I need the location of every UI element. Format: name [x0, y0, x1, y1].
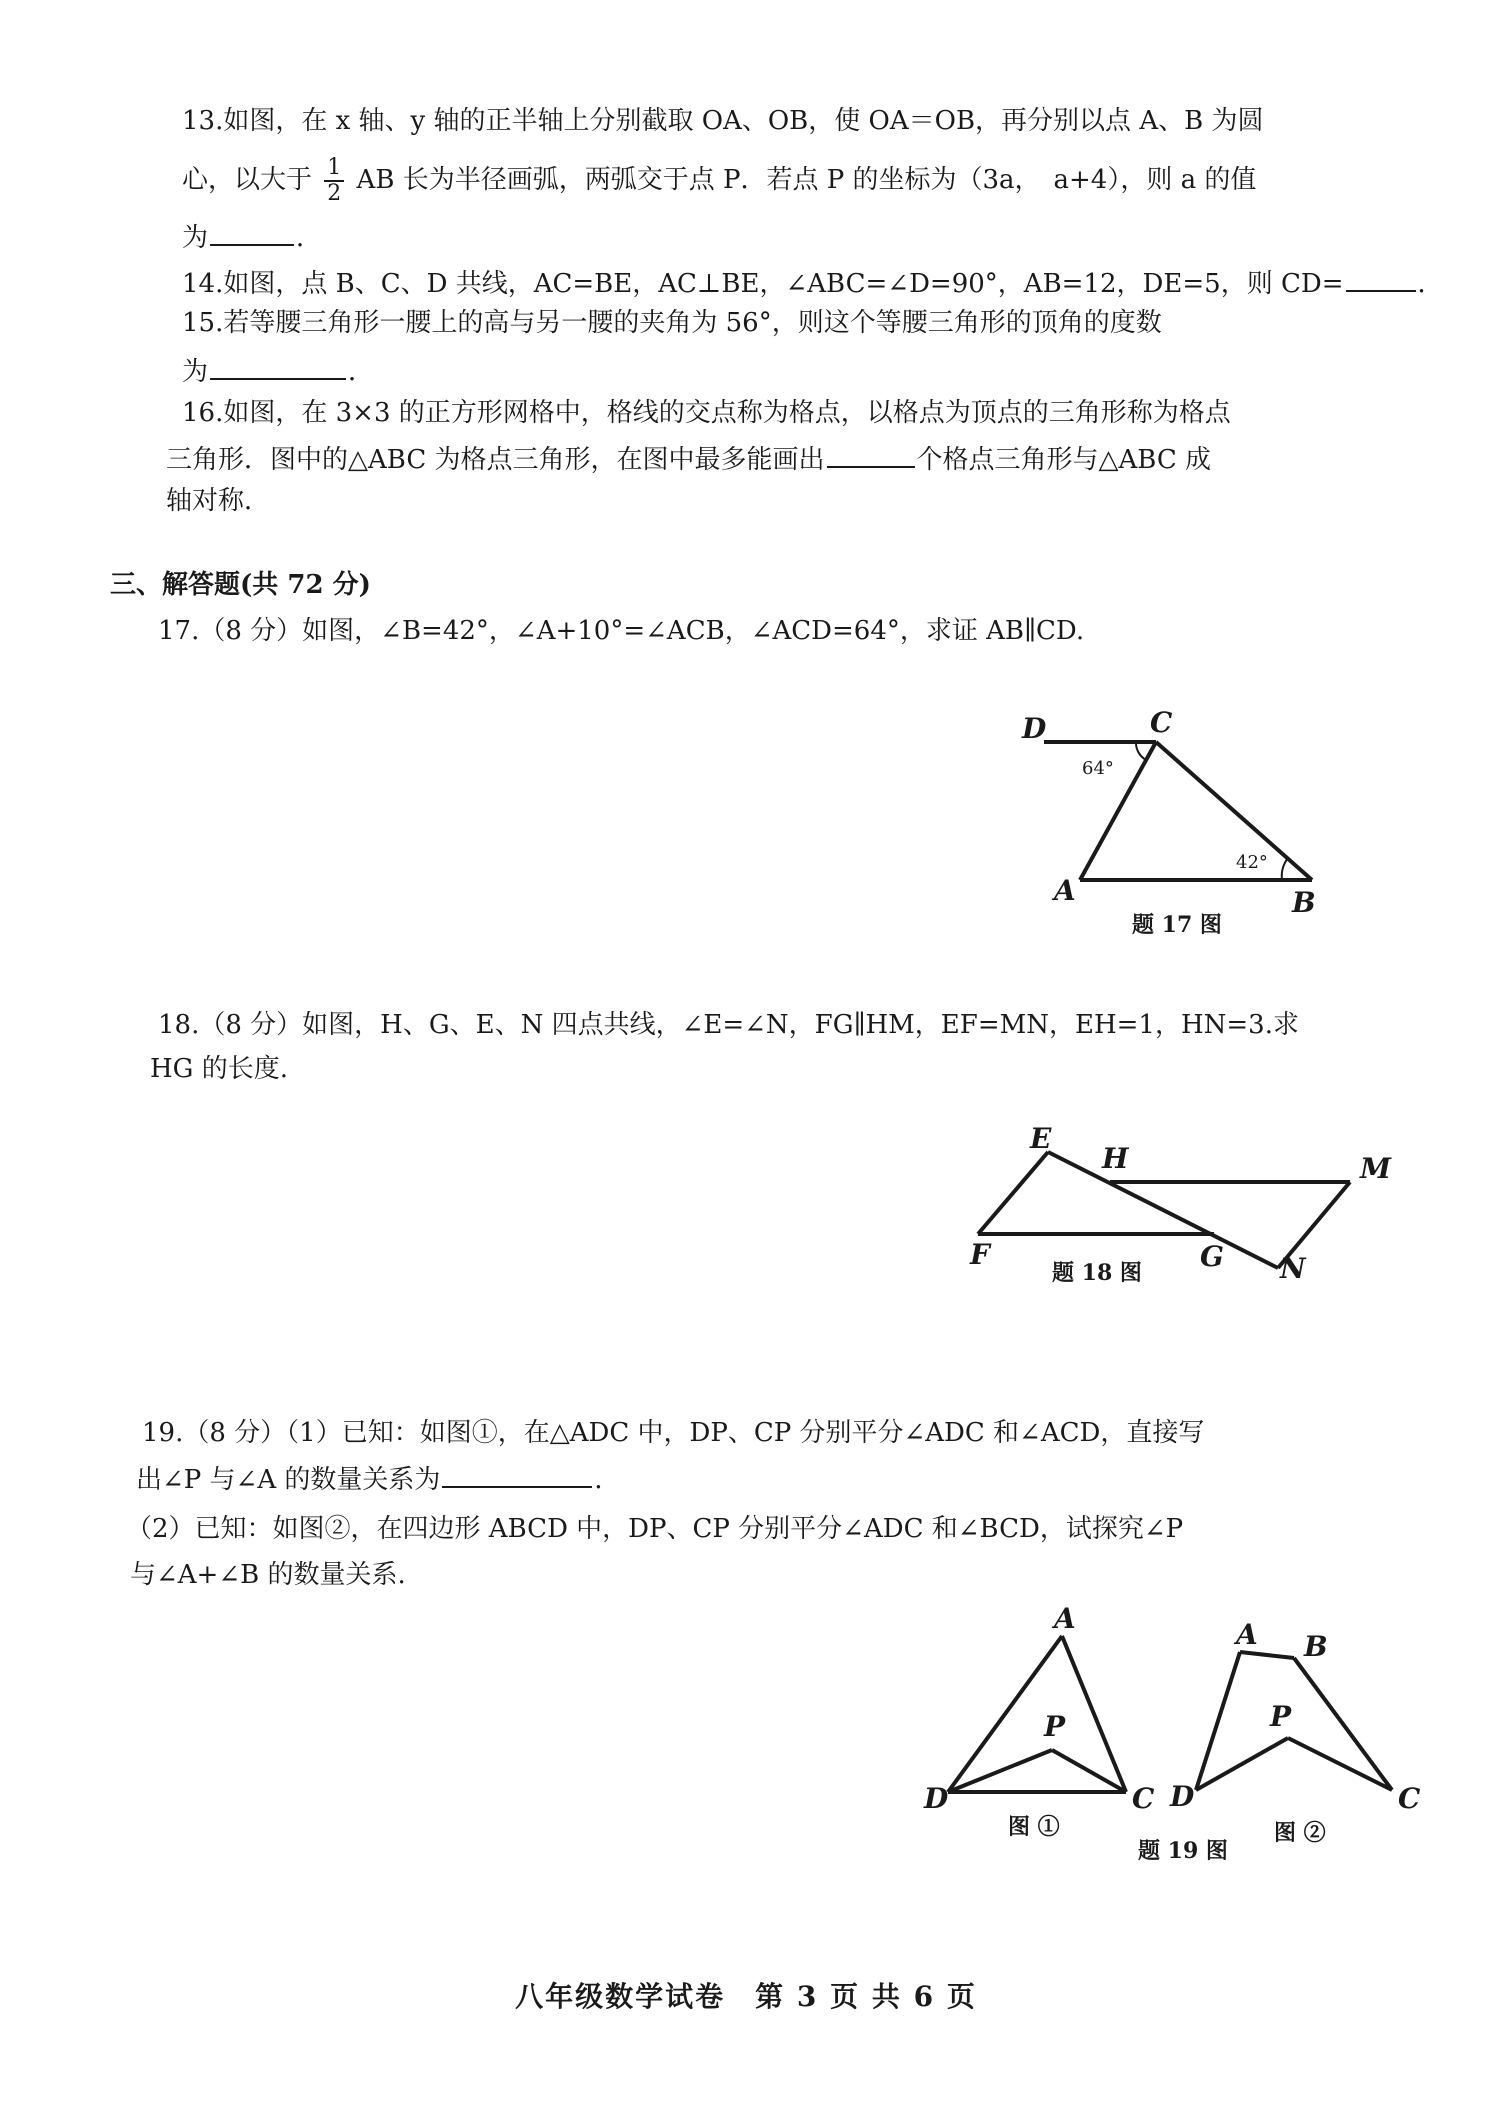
q14-line — [182, 264, 1444, 301]
fraction-one-half — [324, 156, 344, 206]
q13-line2-post: AB 长为半径画弧，两弧交于点 P．若点 P 的坐标为（3a， a+4），则 a 的值 — [356, 165, 1257, 195]
fraction-denominator: 2 — [327, 181, 342, 206]
q17-figure — [1020, 700, 1360, 950]
label-N: N — [1280, 1252, 1306, 1285]
q19-answer-blank[interactable] — [442, 1460, 592, 1488]
q19-line4: 与∠A+∠B 的数量关系. — [130, 1560, 406, 1590]
q19-line1: 19.（8 分）（1）已知：如图①，在△ADC 中，DP、CP 分别平分∠ADC 和∠ACD，直接写 — [142, 1418, 1205, 1448]
q17-text: 17.（8 分）如图，∠B=42°，∠A+10°=∠ACB，∠ACD=64°，求证 AB∥CD. — [158, 616, 1085, 646]
q16-answer-blank[interactable] — [827, 440, 915, 468]
q15-line2 — [182, 352, 374, 389]
segment-EN — [1048, 1152, 1278, 1268]
label-C: C — [1150, 706, 1173, 739]
q18-caption: 题 18 图 — [1052, 1260, 1142, 1286]
q18-figure — [960, 1120, 1400, 1310]
fig2-segment-PC — [1288, 1738, 1392, 1790]
fig1-label-D: D — [924, 1782, 949, 1815]
q16-line1: 16.如图，在 3×3 的正方形网格中，格线的交点称为格点，以格点为顶点的三角形称为格点 — [182, 398, 1231, 428]
angle-C-label: 64° — [1082, 758, 1114, 779]
fraction-numerator: 1 — [324, 156, 344, 182]
label-B: B — [1292, 886, 1316, 919]
q13-line3 — [182, 218, 322, 255]
fig1-segment-PC — [1052, 1750, 1126, 1792]
fig2-label-D: D — [1170, 1780, 1195, 1813]
q13-line1: 13.如图，在 x 轴、y 轴的正半轴上分别截取 OA、OB，使 OA＝OB，再分别以点 A、B 为圆 — [182, 106, 1264, 136]
angle-arc-B — [1282, 858, 1288, 880]
label-F: F — [970, 1238, 990, 1271]
fig2-label-C: C — [1398, 1782, 1421, 1815]
q17-caption: 题 17 图 — [1132, 912, 1222, 938]
q13-line2-pre: 心，以大于 — [182, 165, 313, 195]
angle-arc-C — [1136, 742, 1146, 760]
segment-EF — [978, 1152, 1048, 1234]
label-G: G — [1200, 1240, 1224, 1273]
label-H: H — [1102, 1142, 1129, 1175]
label-M: M — [1360, 1152, 1391, 1185]
fig1-label-A: A — [1054, 1602, 1076, 1635]
label-A: A — [1054, 874, 1076, 907]
q15-answer-blank[interactable] — [210, 352, 346, 380]
q14-answer-blank[interactable] — [1346, 264, 1416, 292]
fig2-label-P: P — [1270, 1700, 1292, 1733]
page-footer: 八年级数学试卷 第 3 页 共 6 页 — [515, 1980, 977, 2013]
fig2-segment-AB — [1240, 1652, 1294, 1658]
label-E: E — [1030, 1122, 1052, 1155]
q13-answer-blank[interactable] — [210, 218, 294, 246]
fig2-segment-BC — [1294, 1658, 1392, 1790]
q19-line2-pre: 出∠P 与∠A 的数量关系为 — [136, 1465, 441, 1495]
q19-line3: （2）已知：如图②，在四边形 ABCD 中，DP、CP 分别平分∠ADC 和∠BCD，试探究∠P — [126, 1514, 1184, 1544]
q16-line2-post: 个格点三角形与△ABC 成 — [916, 445, 1212, 475]
q13-line2 — [182, 156, 1256, 206]
fig2-label-B: B — [1304, 1630, 1328, 1663]
q16-line2-pre: 三角形．图中的△ABC 为格点三角形，在图中最多能画出 — [166, 445, 825, 475]
fig1-caption: 图 ① — [1008, 1814, 1060, 1840]
q18-line1: 18.（8 分）如图，H、G、E、N 四点共线，∠E=∠N，FG∥HM，EF=MN，EH=1，HN=3.求 — [158, 1010, 1299, 1040]
q15-line2-post: ． — [348, 357, 375, 387]
q19-line2-post: ． — [594, 1465, 621, 1495]
fig1-label-P: P — [1044, 1710, 1066, 1743]
q13-line3-post: ． — [296, 223, 323, 253]
section-title: 三、解答题(共 72 分) — [110, 570, 371, 600]
segment-CB — [1156, 742, 1312, 880]
q14-end: ． — [1417, 269, 1444, 299]
fig1-segment-AC — [1062, 1636, 1126, 1792]
q19-caption: 题 19 图 — [1138, 1838, 1228, 1864]
q19-line2 — [136, 1460, 620, 1497]
q15-line2-pre: 为 — [182, 357, 209, 387]
q13-line3-pre: 为 — [182, 223, 209, 253]
q15-line1: 15.若等腰三角形一腰上的高与另一腰的夹角为 56°，则这个等腰三角形的顶角的度数 — [182, 308, 1162, 338]
fig2-caption: 图 ② — [1274, 1820, 1326, 1846]
fig1-label-C: C — [1132, 1782, 1155, 1815]
fig2-label-A: A — [1236, 1618, 1258, 1651]
angle-B-label: 42° — [1236, 852, 1268, 873]
q16-line3: 轴对称． — [166, 486, 271, 516]
q18-line2: HG 的长度. — [150, 1054, 288, 1084]
label-D: D — [1022, 712, 1047, 745]
q14-text: 14.如图，点 B、C、D 共线，AC=BE，AC⊥BE，∠ABC=∠D=90°，AB=12，DE=5，则 CD= — [182, 269, 1344, 299]
q16-line2 — [166, 440, 1211, 477]
q19-figure — [900, 1600, 1440, 1864]
